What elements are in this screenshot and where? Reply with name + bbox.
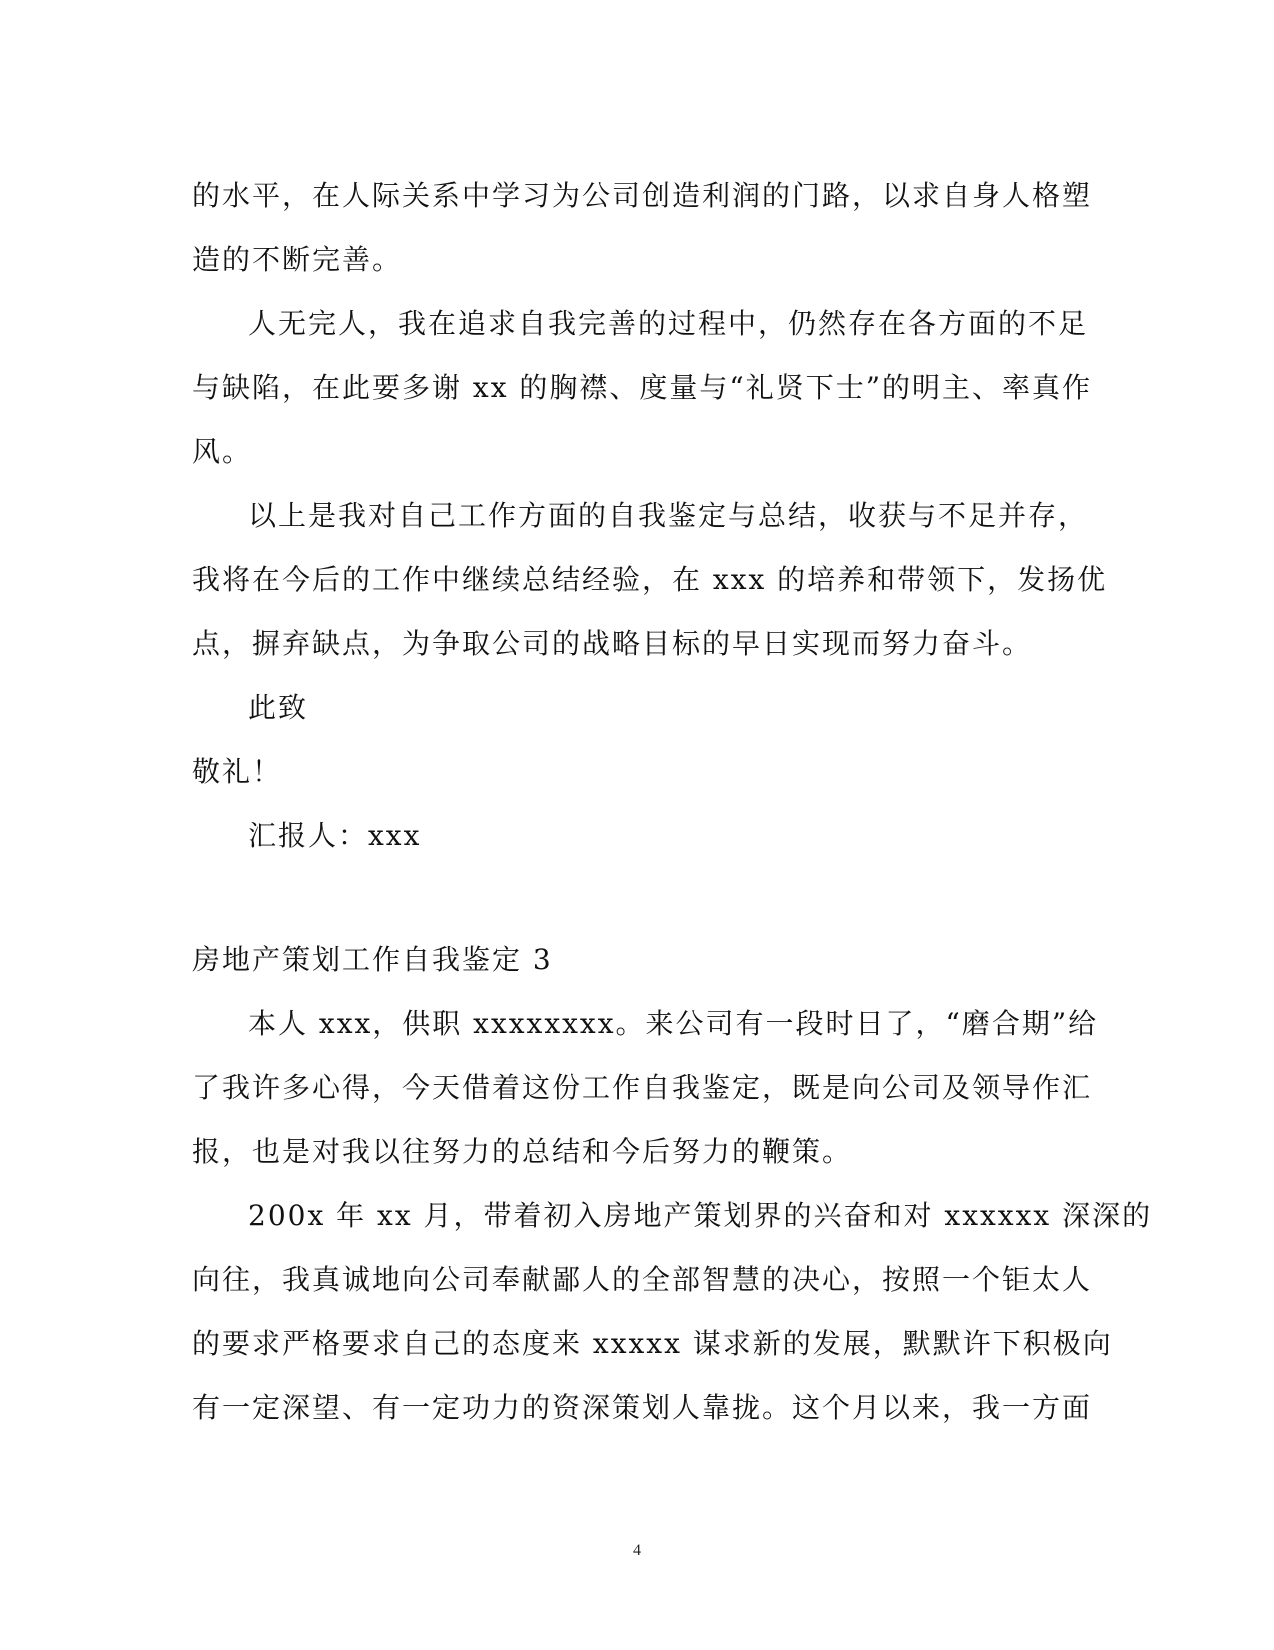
paragraph-line: 造的不断完善。 bbox=[192, 243, 403, 276]
paragraph-line: 点，摒弃缺点，为争取公司的战略目标的早日实现而努力奋斗。 bbox=[192, 627, 1033, 660]
section-spacer bbox=[192, 868, 1092, 928]
paragraph-line: 了我许多心得，今天借着这份工作自我鉴定，既是向公司及领导作汇 bbox=[192, 1071, 1093, 1104]
paragraph-line: 的水平，在人际关系中学习为公司创造利润的门路，以求自身人格塑 bbox=[192, 179, 1093, 212]
paragraph-line: 的要求严格要求自己的态度来 xxxxx 谋求新的发展，默默许下积极向 bbox=[192, 1327, 1113, 1360]
page-number: 4 bbox=[633, 1542, 641, 1559]
reporter-signature: 汇报人：xxx bbox=[248, 819, 422, 852]
paragraph-line: 报，也是对我以往努力的总结和今后努力的鞭策。 bbox=[192, 1135, 853, 1168]
paragraph-line: 以上是我对自己工作方面的自我鉴定与总结，收获与不足并存， bbox=[248, 499, 1089, 532]
section-heading: 房地产策划工作自我鉴定 3 bbox=[192, 943, 553, 976]
paragraph-line: 与缺陷，在此要多谢 xx 的胸襟、度量与“礼贤下士”的明主、率真作 bbox=[192, 371, 1093, 404]
paragraph-line: 我将在今后的工作中继续总结经验，在 xxx 的培养和带领下，发扬优 bbox=[192, 563, 1108, 596]
paragraph-line: 风。 bbox=[192, 435, 253, 468]
paragraph-line: 本人 xxx，供职 xxxxxxxx。来公司有一段时日了，“磨合期”给 bbox=[248, 1007, 1099, 1040]
paragraph-line: 向往，我真诚地向公司奉献鄙人的全部智慧的决心，按照一个钜太人 bbox=[192, 1263, 1093, 1296]
paragraph-line: 人无完人，我在追求自我完善的过程中，仍然存在各方面的不足 bbox=[248, 307, 1089, 340]
document-body bbox=[192, 164, 1153, 1440]
closing-salutation: 此致 bbox=[248, 691, 309, 724]
paragraph-line: 有一定深望、有一定功力的资深策划人靠拢。这个月以来，我一方面 bbox=[192, 1391, 1093, 1424]
closing-regards: 敬礼！ bbox=[192, 755, 283, 788]
paragraph-line: 200x 年 xx 月，带着初入房地产策划界的兴奋和对 xxxxxx 深深的 bbox=[248, 1199, 1153, 1232]
